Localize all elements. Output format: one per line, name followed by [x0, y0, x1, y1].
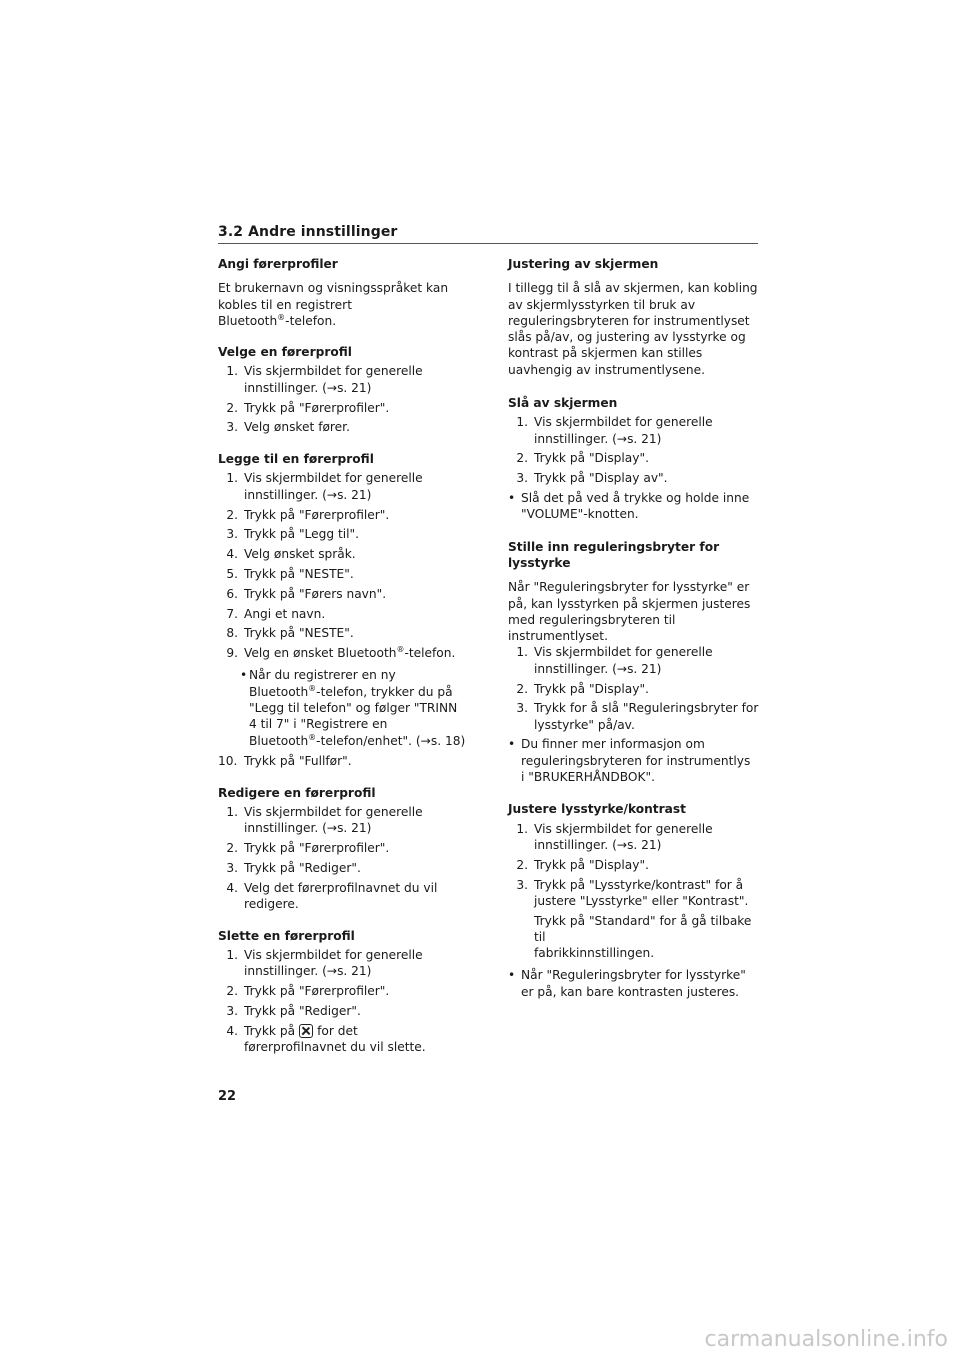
list-item: 4. Trykk på for det førerprofilnavnet du vil slette. — [226, 1023, 426, 1055]
intro-paragraph: Et brukernavn og visningsspråket kan kobles til en registrert Bluetooth®-telefon. — [218, 281, 449, 328]
page-number: 22 — [218, 1089, 237, 1104]
list-item: 3. Trykk på "Legg til". — [226, 527, 359, 542]
list-item: 6. Trykk på "Førers navn". — [226, 586, 387, 601]
list-item: 3. Trykk på "Display av". — [516, 471, 668, 486]
note-bullet: • Når du registrerer en ny Bluetooth®-telefon, trykker du på "Legg til telefon" og følger "TRINN 4 til 7" i "Registrere en Bluetooth®-telefon/enhet". (→s. 18) — [240, 668, 466, 748]
list-item: 2. Trykk på "Førerprofiler". — [226, 984, 390, 999]
heading-edit-profile: Redigere en førerprofil — [218, 785, 376, 800]
dimmer-paragraph: Når "Reguleringsbryter for lysstyrke" er på, kan lysstyrken på skjermen justeres med reguleringsbryteren til instrumentlyset. — [508, 580, 751, 644]
list-item: 2. Trykk på "Førerprofiler". — [226, 400, 390, 415]
list-item: 2. Trykk på "Display". — [516, 451, 649, 466]
heading-display-off: Slå av skjermen — [508, 396, 618, 411]
list-item: 4. Velg det førerprofilnavnet du vil redigere. — [226, 880, 438, 911]
note-bullet: • Du finner mer informasjon om reguleringsbryteren for instrumentlys i "BRUKERHÅNDBOK". — [508, 737, 751, 785]
list-item: 1. Vis skjermbildet for generelle innstillinger. (→s. 21) — [516, 415, 713, 446]
watermark: carmanualsonline.info — [704, 1327, 948, 1352]
list-item: 7. Angi et navn. — [226, 606, 326, 621]
adjust-paragraph: I tillegg til å slå av skjermen, kan kobling av skjermlysstyrken til bruk av reguleringsbryteren for instrumentlyset slås på/av, og justering av lysstyrke og kontrast på skjermen kan stilles uavhengig av instrumentlysene. — [508, 281, 758, 377]
list-item: 3. Trykk på "Rediger". — [226, 1003, 361, 1018]
heading-add-profile: Legge til en førerprofil — [218, 452, 374, 467]
list-item: 2. Trykk på "Display". — [516, 681, 649, 696]
list-item: 1. Vis skjermbildet for generelle innstillinger. (→s. 21) — [516, 645, 713, 676]
list-item: 2. Trykk på "Display". — [516, 857, 649, 872]
list-item: 3. Velg ønsket fører. — [226, 420, 350, 435]
list-item: 1. Vis skjermbildet for generelle innstillinger. (→s. 21) — [226, 471, 423, 502]
note-bullet: • Slå det på ved å trykke og holde inne "VOLUME"-knotten. — [508, 491, 750, 522]
section-header: 3.2 Andre innstillinger — [218, 224, 758, 244]
list-item: 10. Trykk på "Fullfør". — [218, 753, 352, 768]
heading-delete-profile: Slette en førerprofil — [218, 928, 355, 943]
heading-select-profile: Velge en førerprofil — [218, 345, 352, 360]
list-item: 5. Trykk på "NESTE". — [226, 566, 354, 581]
list-item: 2. Trykk på "Førerprofiler". — [226, 841, 390, 856]
right-column — [508, 256, 760, 1003]
list-item: 1. Vis skjermbildet for generelle innstillinger. (→s. 21) — [516, 821, 713, 852]
heading-dimmer-switch: Stille inn reguleringsbryter for lysstyrke — [508, 539, 720, 570]
note-bullet: • Når "Reguleringsbryter for lysstyrke" er på, kan bare kontrasten justeres. — [508, 968, 746, 999]
left-column — [218, 256, 473, 1059]
list-item: 1. Vis skjermbildet for generelle innstillinger. (→s. 21) — [226, 805, 423, 836]
list-item-continuation: Trykk på "Standard" for å gå tilbake til fabrikkinnstillingen. — [534, 913, 752, 961]
list-item: 3. Trykk på "Rediger". — [226, 860, 361, 875]
list-item: 1. Vis skjermbildet for generelle innstillinger. (→s. 21) — [226, 948, 423, 979]
list-item: 8. Trykk på "NESTE". — [226, 626, 354, 641]
heading-brightness-contrast: Justere lysstyrke/kontrast — [508, 802, 686, 817]
heading-driver-profiles: Angi førerprofiler — [218, 257, 338, 271]
list-item: 4. Velg ønsket språk. — [226, 547, 356, 562]
list-item: 1. Vis skjermbildet for generelle innstillinger. (→s. 21) — [226, 364, 423, 395]
heading-display-adjust: Justering av skjermen — [508, 257, 659, 271]
list-item: 3. Trykk for å slå "Reguleringsbryter for lysstyrke" på/av. — [516, 701, 759, 732]
list-item: 9. Velg en ønsket Bluetooth®-telefon. — [226, 645, 456, 661]
list-item: 2. Trykk på "Førerprofiler". — [226, 507, 390, 522]
delete-icon — [299, 1024, 313, 1038]
list-item: 3. Trykk på "Lysstyrke/kontrast" for å justere "Lysstyrke" eller "Kontrast". — [516, 877, 749, 908]
